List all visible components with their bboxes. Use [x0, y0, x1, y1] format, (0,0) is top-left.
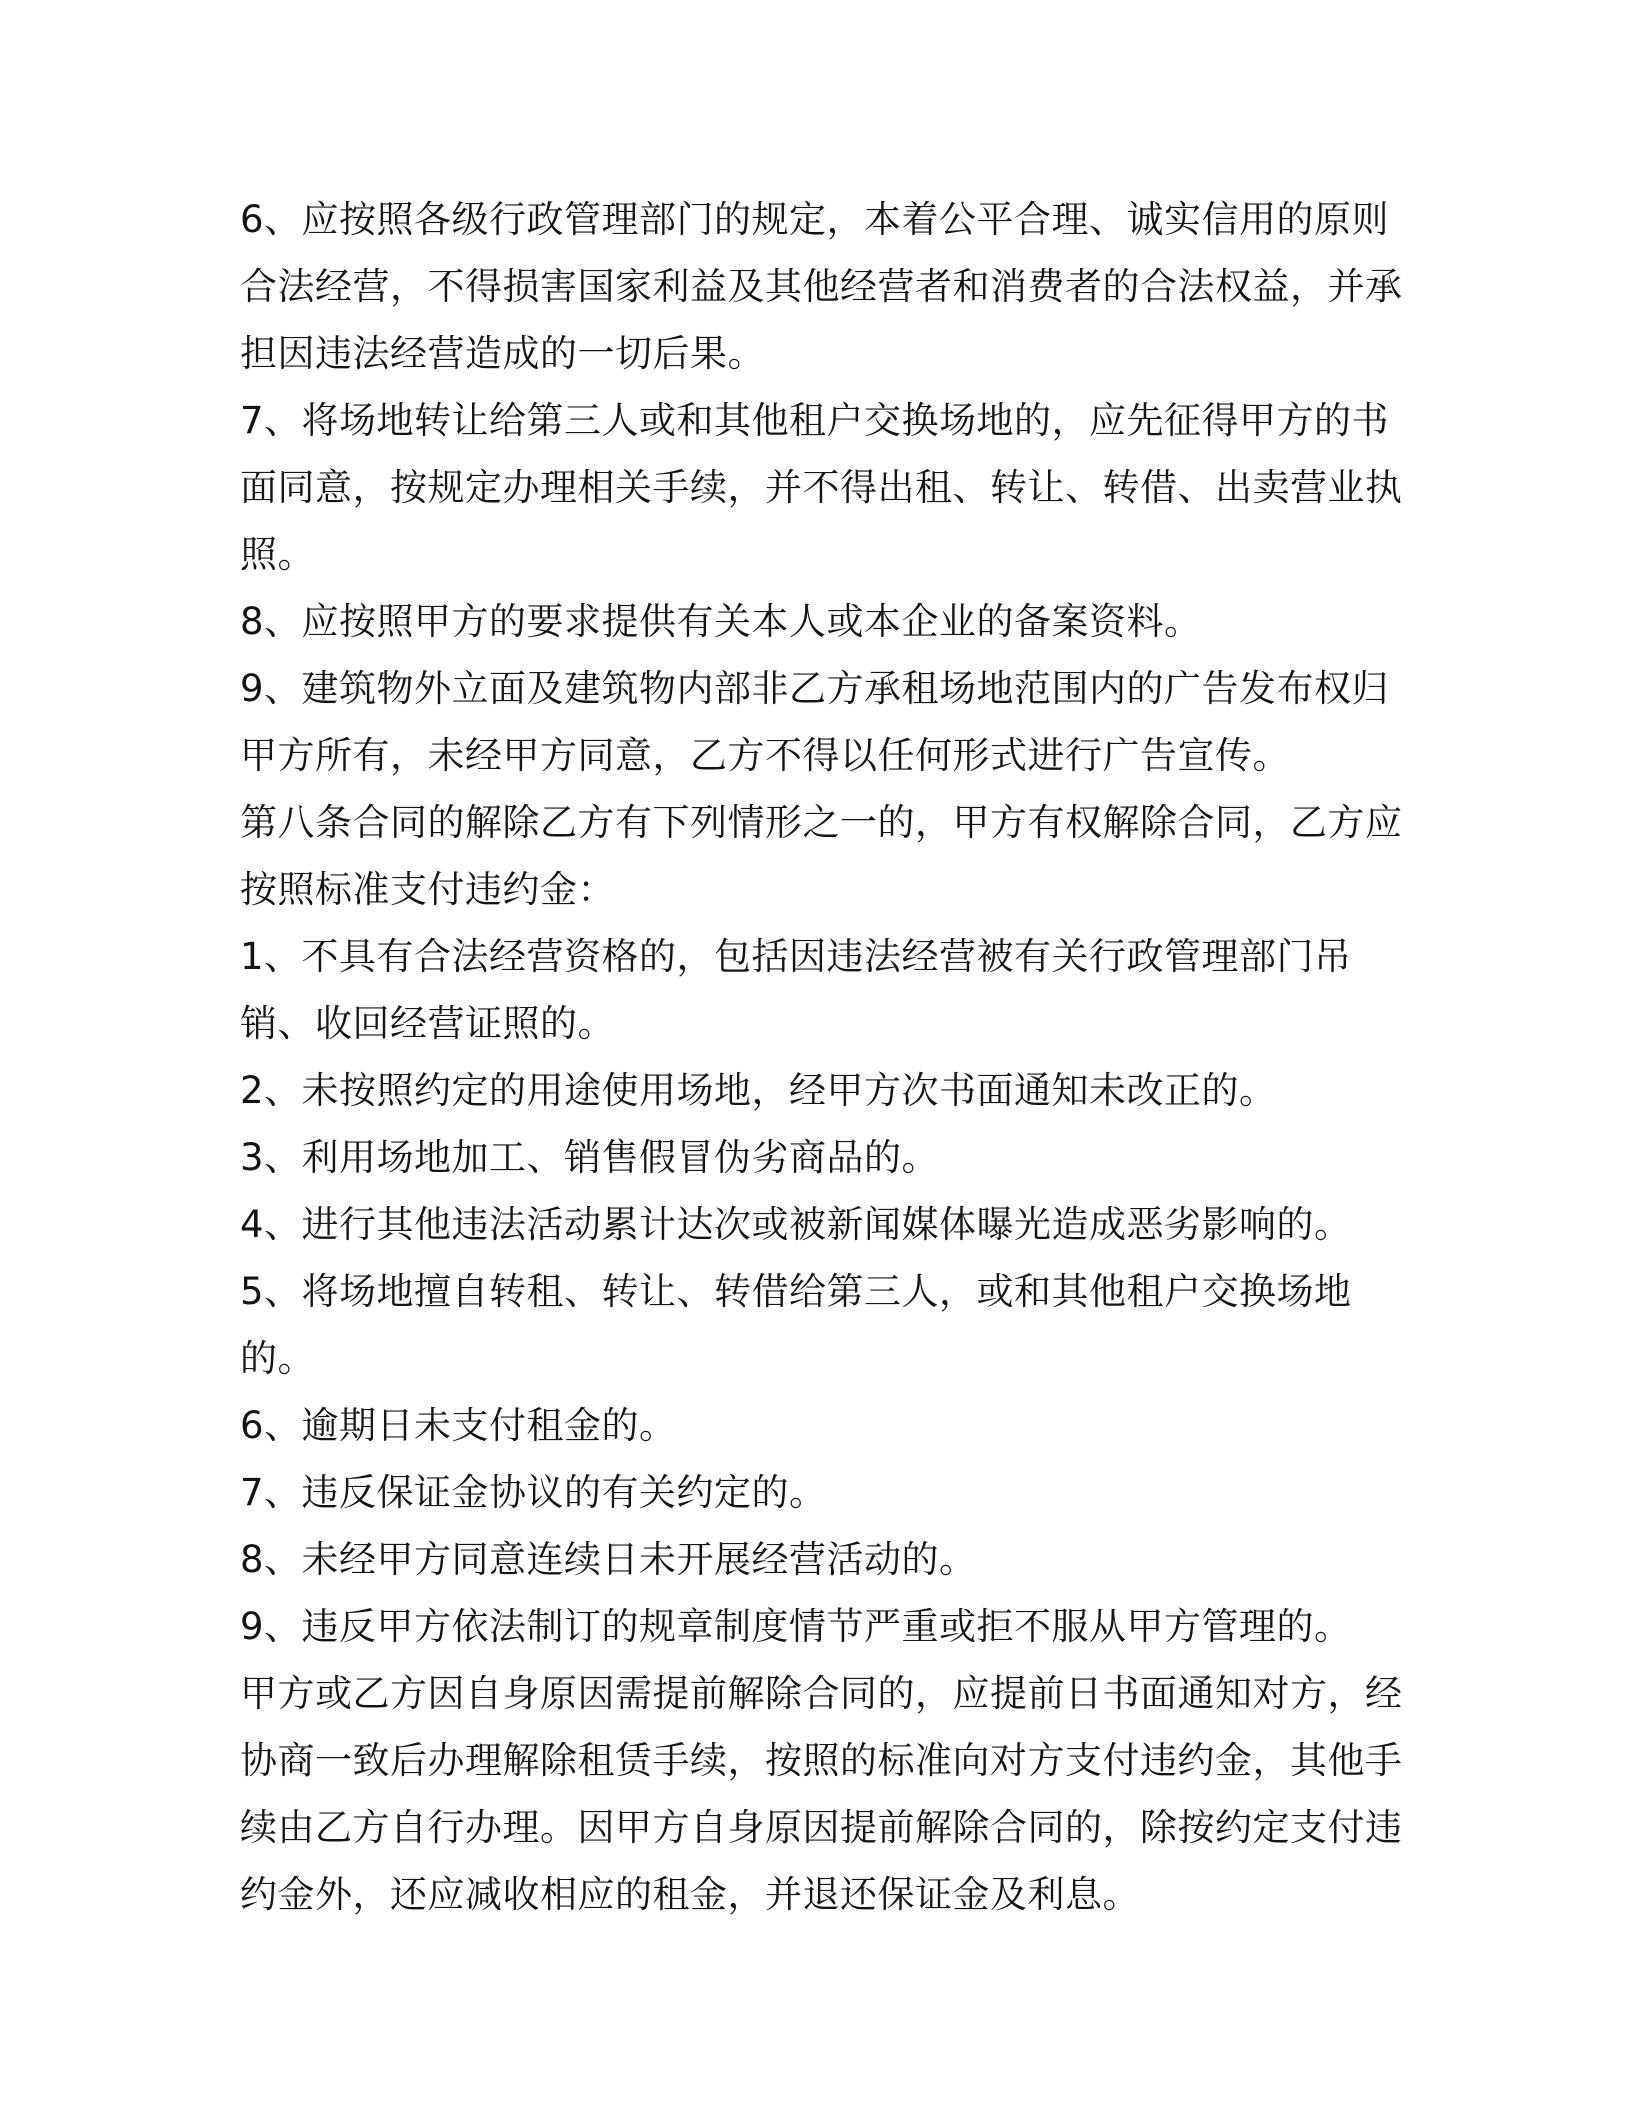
termination-item-2: 2、未按照约定的用途使用场地，经甲方次书面通知未改正的。 [240, 1069, 1277, 1112]
termination-item-9: 9、违反甲方依法制订的规章制度情节严重或拒不服从甲方管理的。 [240, 1605, 1352, 1648]
termination-item-8: 8、未经甲方同意连续日未开展经营活动的。 [240, 1538, 977, 1581]
clause-9-paragraph: 9、建筑物外立面及建筑物内部非乙方承租场地范围内的广告发布权归甲方所有，未经甲方同意，乙方不得以任何形式进行广告宣传。 [240, 667, 1390, 777]
termination-item-1: 1、不具有合法经营资格的，包括因违法经营被有关行政管理部门吊销、收回经营证照的。 [240, 935, 1352, 1045]
article-8-heading-paragraph: 第八条合同的解除乙方有下列情形之一的，甲方有权解除合同，乙方应按照标准支付违约金： [240, 801, 1403, 911]
clause-6-paragraph: 6、应按照各级行政管理部门的规定，本着公平合理、诚实信用的原则合法经营，不得损害国家利益及其他经营者和消费者的合法权益，并承担因违法经营造成的一切后果。 [240, 198, 1403, 375]
termination-item-5: 5、将场地擅自转租、转让、转借给第三人，或和其他租户交换场地的。 [240, 1270, 1352, 1380]
document-body [240, 186, 1410, 1928]
termination-item-3: 3、利用场地加工、销售假冒伪劣商品的。 [240, 1136, 940, 1179]
termination-item-7: 7、违反保证金协议的有关约定的。 [240, 1471, 827, 1514]
termination-item-4: 4、进行其他违法活动累计达次或被新闻媒体曝光造成恶劣影响的。 [240, 1203, 1352, 1246]
early-termination-paragraph: 甲方或乙方因自身原因需提前解除合同的，应提前日书面通知对方，经协商一致后办理解除租赁手续，按照的标准向对方支付违约金，其他手续由乙方自行办理。因甲方自身原因提前解除合同的，除按约定支付违约金外，还应减收相应的租金，并退还保证金及利息。 [240, 1672, 1403, 1916]
clause-7-paragraph: 7、将场地转让给第三人或和其他租户交换场地的，应先征得甲方的书面同意，按规定办理相关手续，并不得出租、转让、转借、出卖营业执照。 [240, 399, 1403, 576]
clause-8-paragraph: 8、应按照甲方的要求提供有关本人或本企业的备案资料。 [240, 600, 1202, 643]
termination-item-6: 6、逾期日未支付租金的。 [240, 1404, 677, 1447]
